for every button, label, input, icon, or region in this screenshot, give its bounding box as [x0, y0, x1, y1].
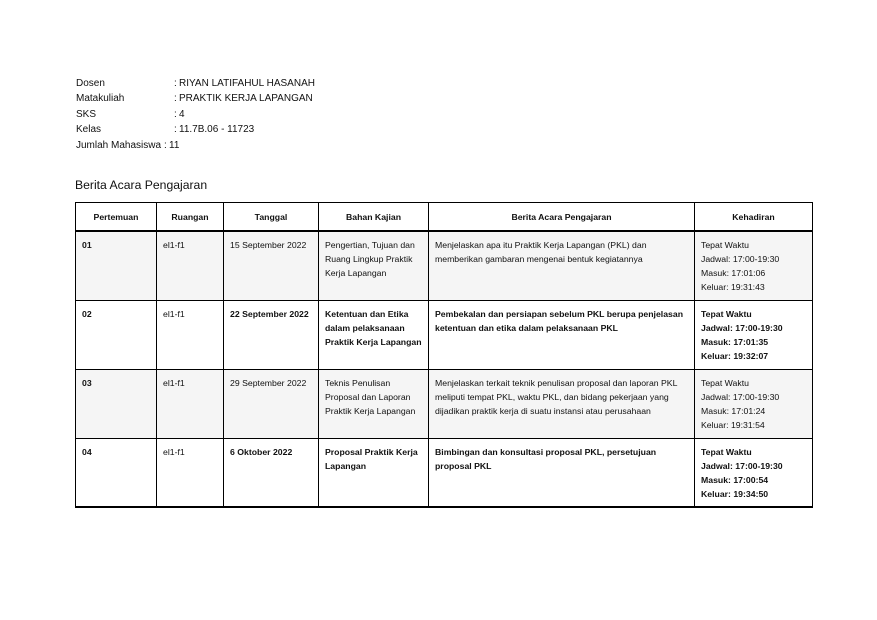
attendance-in: Masuk: 17:00:54	[701, 474, 769, 485]
meta-value: 4	[179, 108, 185, 120]
attendance-in: Masuk: 17:01:24	[701, 405, 766, 416]
cell-kehadiran	[695, 231, 813, 300]
meta-row-matakuliah: Matakuliah : PRAKTIK KERJA LAPANGAN	[76, 91, 315, 106]
attendance-schedule: Jadwal: 17:00-19:30	[701, 391, 780, 402]
cell-bahan-kajian: Teknis Penulisan Proposal dan Laporan Praktik Kerja Lapangan	[319, 369, 429, 438]
cell-pertemuan: 02	[76, 300, 157, 369]
header-pertemuan: Pertemuan	[76, 203, 157, 232]
attendance-out: Keluar: 19:31:54	[701, 419, 765, 430]
meta-row-jumlah-mahasiswa: Jumlah Mahasiswa : 11	[76, 138, 315, 153]
meta-label: SKS	[76, 108, 97, 120]
meta-row-dosen: Dosen : RIYAN LATIFAHUL HASANAH	[76, 76, 315, 91]
cell-ruangan: el1-f1	[157, 300, 224, 369]
cell-ruangan: el1-f1	[157, 438, 224, 507]
cell-berita-acara: Menjelaskan apa itu Praktik Kerja Lapangan (PKL) dan memberikan gambaran mengenai bentuk kegiatannya	[429, 231, 695, 300]
table-row	[76, 231, 813, 300]
meta-row-sks: SKS : 4	[76, 107, 315, 122]
cell-pertemuan: 03	[76, 369, 157, 438]
header-bahan-kajian: Bahan Kajian	[319, 203, 429, 232]
cell-tanggal: 22 September 2022	[224, 300, 319, 369]
cell-kehadiran	[695, 300, 813, 369]
meta-label: Dosen	[76, 78, 105, 89]
cell-tanggal: 6 Oktober 2022	[224, 438, 319, 507]
cell-pertemuan: 01	[76, 231, 157, 300]
header-kehadiran: Kehadiran	[695, 203, 813, 232]
meta-value: PRAKTIK KERJA LAPANGAN	[179, 93, 313, 105]
cell-bahan-kajian: Proposal Praktik Kerja Lapangan	[319, 438, 429, 507]
attendance-in: Masuk: 17:01:35	[701, 336, 769, 347]
meta-row-kelas: Kelas : 11.7B.06 - 11723	[76, 122, 315, 137]
cell-bahan-kajian: Ketentuan dan Etika dalam pelaksanaan Praktik Kerja Lapangan	[319, 300, 429, 369]
cell-bahan-kajian: Pengertian, Tujuan dan Ruang Lingkup Praktik Kerja Lapangan	[319, 231, 429, 300]
attendance-out: Keluar: 19:34:50	[701, 488, 769, 499]
cell-berita-acara: Menjelaskan terkait teknik penulisan proposal dan laporan PKL meliputi tempat PKL, waktu PKL, dan bidang pekerjaan yang dijadikan praktik kerja di suatu instansi atau perusahaan	[429, 369, 695, 438]
meta-label: Kelas	[76, 124, 102, 136]
meta-label: Jumlah Mahasiswa	[76, 139, 162, 151]
header-berita-acara: Berita Acara Pengajaran	[429, 203, 695, 232]
cell-kehadiran	[695, 369, 813, 438]
course-info	[76, 76, 315, 153]
cell-berita-acara: Bimbingan dan konsultasi proposal PKL, persetujuan proposal PKL	[429, 438, 695, 507]
attendance-in: Masuk: 17:01:06	[701, 268, 766, 278]
cell-ruangan: el1-f1	[157, 231, 224, 300]
attendance-status: Tepat Waktu	[701, 240, 749, 250]
table-header-row	[76, 203, 813, 232]
table-row	[76, 300, 813, 369]
cell-kehadiran	[695, 438, 813, 507]
header-tanggal: Tanggal	[224, 203, 319, 232]
meta-value: 11.7B.06 - 11723	[179, 124, 255, 136]
attendance-status: Tepat Waktu	[701, 377, 749, 388]
attendance-status: Tepat Waktu	[701, 446, 752, 457]
attendance-out: Keluar: 19:31:43	[701, 282, 765, 292]
meta-value: RIYAN LATIFAHUL HASANAH	[179, 78, 315, 89]
cell-tanggal: 15 September 2022	[224, 231, 319, 300]
table-row	[76, 369, 813, 438]
cell-pertemuan: 04	[76, 438, 157, 507]
section-title: Berita Acara Pengajaran	[75, 178, 208, 192]
header-ruangan: Ruangan	[157, 203, 224, 232]
meta-value: 11	[169, 139, 180, 151]
cell-ruangan: el1-f1	[157, 369, 224, 438]
attendance-out: Keluar: 19:32:07	[701, 350, 769, 361]
table-row	[76, 438, 813, 507]
attendance-schedule: Jadwal: 17:00-19:30	[701, 322, 783, 333]
attendance-schedule: Jadwal: 17:00-19:30	[701, 460, 783, 471]
attendance-status: Tepat Waktu	[701, 308, 752, 319]
meta-label: Matakuliah	[76, 93, 125, 105]
teaching-record-table	[75, 202, 813, 508]
cell-tanggal: 29 September 2022	[224, 369, 319, 438]
attendance-schedule: Jadwal: 17:00-19:30	[701, 254, 780, 264]
cell-berita-acara: Pembekalan dan persiapan sebelum PKL berupa penjelasan ketentuan dan etika dalam pelaksanaan PKL	[429, 300, 695, 369]
